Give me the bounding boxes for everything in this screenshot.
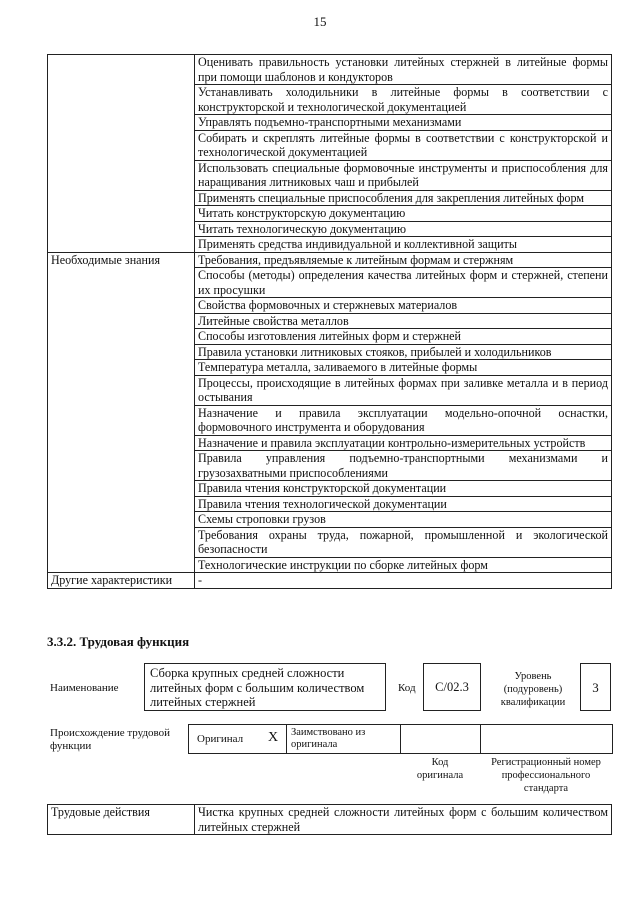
row-label-empty — [48, 268, 195, 298]
labor-actions-value: Чистка крупных средней сложности литейных форм с большим количеством литейных стержней — [195, 805, 612, 835]
row-value: Технологические инструкции по сборке литейных форм — [195, 557, 612, 573]
skill-row — [48, 160, 612, 190]
row-value: Использовать специальные формовочные инструменты и приспособления для наращивания литниковых чаш и прибылей — [195, 160, 612, 190]
row-value: Применять специальные приспособления для закрепления литейных форм — [195, 190, 612, 206]
row-value: Температура металла, заливаемого в литейные формы — [195, 360, 612, 376]
row-value: - — [195, 573, 612, 589]
row-label-empty — [48, 85, 195, 115]
original-label: Оригинал — [197, 733, 244, 745]
knowledge-row — [48, 344, 612, 360]
skills-knowledge-table — [47, 54, 612, 589]
name-value-box — [144, 663, 386, 711]
row-value: Способы (методы) определения качества литейных форм и стержней, степени их просушки — [195, 268, 612, 298]
knowledge-row — [48, 405, 612, 435]
row-value: Собирать и скреплять литейные формы в соответствии с конструкторской и технологической документацией — [195, 130, 612, 160]
knowledge-row — [48, 268, 612, 298]
skill-row — [48, 115, 612, 131]
row-value: Литейные свойства металлов — [195, 313, 612, 329]
skill-row — [48, 85, 612, 115]
row-value: Требования охраны труда, пожарной, промышленной и экологической безопасности — [195, 527, 612, 557]
knowledge-row — [48, 313, 612, 329]
row-value: Читать технологическую документацию — [195, 221, 612, 237]
knowledge-row — [48, 451, 612, 481]
row-value: Устанавливать холодильники в литейные формы в соответствии с конструкторской и технологической документацией — [195, 85, 612, 115]
row-value: Способы изготовления литейных форм и стержней — [195, 329, 612, 345]
skill-row — [48, 190, 612, 206]
row-label-empty — [48, 130, 195, 160]
knowledge-row — [48, 360, 612, 376]
row-label-empty — [48, 360, 195, 376]
row-label-empty — [48, 481, 195, 497]
row-label-empty — [48, 527, 195, 557]
row-label-empty — [48, 206, 195, 222]
row-label-empty — [48, 115, 195, 131]
skill-row — [48, 130, 612, 160]
knowledge-row — [48, 298, 612, 314]
row-label-empty — [48, 375, 195, 405]
row-value: Правила управления подъемно-транспортными механизмами и грузозахватными приспособлениями — [195, 451, 612, 481]
original-mark: X — [268, 730, 279, 745]
row-label-empty — [48, 55, 195, 85]
row-label-empty — [48, 451, 195, 481]
row-label-empty — [48, 512, 195, 528]
row-label-empty — [48, 190, 195, 206]
row-label-empty — [48, 405, 195, 435]
row-label-empty — [48, 221, 195, 237]
skill-row — [48, 221, 612, 237]
code-original-caption: Код оригинала — [416, 757, 464, 781]
knowledge-row — [48, 496, 612, 512]
row-value: Управлять подъемно-транспортными механизмами — [195, 115, 612, 131]
knowledge-row — [48, 435, 612, 451]
row-value: Свойства формовочных и стержневых материалов — [195, 298, 612, 314]
origin-divider-1 — [286, 724, 287, 754]
reg-number-caption: Регистрационный номер профессионального стандарта — [491, 757, 601, 794]
row-value: Правила установки литниковых стояков, прибылей и холодильников — [195, 344, 612, 360]
level-label: Уровень (подуровень) квалификации — [500, 671, 566, 708]
level-value: 3 — [592, 680, 599, 695]
borrowed-label: Заимствовано из оригинала — [291, 727, 366, 750]
row-value: Правила чтения технологической документации — [195, 496, 612, 512]
row-value: Назначение и правила эксплуатации модельно-опочной оснастки, формовочного инструмента и оборудования — [195, 405, 612, 435]
knowledge-row — [48, 512, 612, 528]
row-label-empty — [48, 298, 195, 314]
row-value: Назначение и правила эксплуатации контрольно-измерительных устройств — [195, 435, 612, 451]
origin-divider-3 — [480, 724, 481, 754]
origin-label: Происхождение трудовой функции — [50, 727, 171, 752]
page-number: 15 — [313, 14, 327, 29]
knowledge-row — [48, 481, 612, 497]
row-value: Процессы, происходящие в литейных формах при заливке металла и в период остывания — [195, 375, 612, 405]
row-label-empty — [48, 435, 195, 451]
row-value: Применять средства индивидуальной и коллективной защиты — [195, 237, 612, 253]
knowledge-row — [48, 375, 612, 405]
knowledge-label: Необходимые знания — [48, 252, 195, 268]
code-value-box — [423, 663, 481, 711]
row-label-empty — [48, 313, 195, 329]
name-label: Наименование — [50, 682, 119, 694]
function-name: Сборка крупных средней сложности литейных форм с большим количеством литейных стержней — [150, 666, 365, 709]
row-label-empty — [48, 496, 195, 512]
code-label: Код — [398, 682, 416, 694]
row-value: Требования, предъявляемые к литейным формам и стержням — [195, 252, 612, 268]
row-label-empty — [48, 237, 195, 253]
row-value: Схемы строповки грузов — [195, 512, 612, 528]
knowledge-row — [48, 557, 612, 573]
row-value: Читать конструкторскую документацию — [195, 206, 612, 222]
labor-actions-table — [47, 804, 612, 835]
origin-divider-2 — [400, 724, 401, 754]
row-label-empty — [48, 344, 195, 360]
knowledge-row — [48, 252, 612, 268]
row-label-empty — [48, 160, 195, 190]
knowledge-row — [48, 527, 612, 557]
other-row — [48, 573, 612, 589]
row-label-empty — [48, 329, 195, 345]
section-title: 3.3.2. Трудовая функция — [47, 634, 190, 649]
code-value: С/02.3 — [435, 680, 469, 694]
other-label: Другие характеристики — [48, 573, 195, 589]
knowledge-row — [48, 329, 612, 345]
row-value: Правила чтения конструкторской документации — [195, 481, 612, 497]
skill-row — [48, 237, 612, 253]
labor-actions-label: Трудовые действия — [48, 805, 195, 835]
row-value: Оценивать правильность установки литейных стержней в литейные формы при помощи шаблонов и кондукторов — [195, 55, 612, 85]
row-label-empty — [48, 557, 195, 573]
skill-row — [48, 206, 612, 222]
skill-row — [48, 55, 612, 85]
level-value-box — [580, 663, 611, 711]
